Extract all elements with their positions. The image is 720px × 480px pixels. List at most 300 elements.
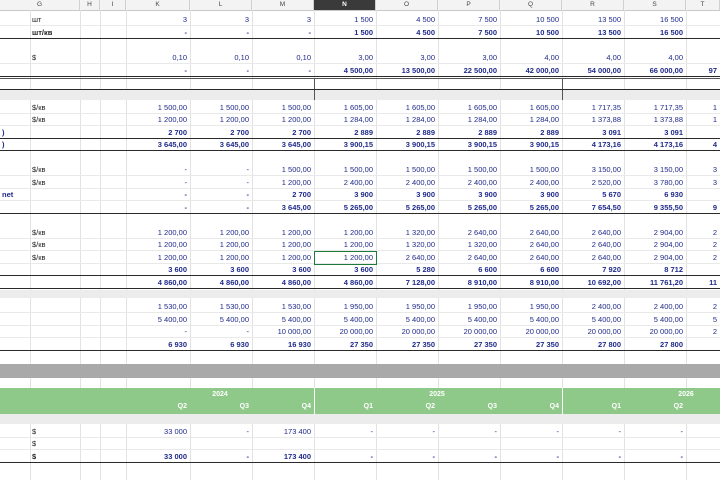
value-cell[interactable]: [500, 438, 562, 450]
value-cell[interactable]: 3,00: [482, 53, 497, 62]
value-cell[interactable]: -: [680, 427, 683, 436]
value-cell[interactable]: 2: [712, 253, 717, 262]
table-row: [0, 451, 720, 463]
quarter-label: Q4: [301, 403, 311, 410]
value-cell[interactable]: 1 500: [354, 28, 373, 37]
column-header-q[interactable]: Q: [500, 0, 562, 10]
value-cell[interactable]: 3 645,00: [219, 140, 249, 149]
table-row: [0, 339, 720, 351]
value-cell[interactable]: 1 200,00: [343, 228, 373, 237]
value-cell[interactable]: 2 640,00: [529, 228, 559, 237]
value-cell[interactable]: 2 904,00: [653, 253, 683, 262]
value-cell[interactable]: 2 700: [168, 128, 187, 137]
value-cell[interactable]: [686, 52, 720, 64]
value-cell[interactable]: -: [432, 452, 435, 461]
value-cell[interactable]: 5 265,00: [343, 203, 373, 212]
unit-cell[interactable]: $/кв: [32, 253, 46, 262]
value-cell[interactable]: 5 280: [416, 265, 435, 274]
value-cell[interactable]: 2: [712, 228, 717, 237]
value-cell[interactable]: 4 173,16: [591, 140, 621, 149]
value-cell[interactable]: 4,00: [668, 53, 683, 62]
value-cell[interactable]: 5 670: [602, 190, 621, 199]
value-cell[interactable]: -: [184, 66, 187, 75]
value-cell[interactable]: 11: [709, 278, 717, 287]
value-cell[interactable]: -: [246, 28, 249, 37]
value-cell[interactable]: 1 530,00: [219, 302, 249, 311]
value-cell[interactable]: 1 200,00: [343, 240, 373, 249]
value-cell[interactable]: 4 500: [416, 28, 435, 37]
value-cell[interactable]: 1 373,88: [591, 115, 621, 124]
value-cell[interactable]: 4 500: [416, 15, 435, 24]
unit-cell[interactable]: $/кв: [32, 228, 46, 237]
value-cell[interactable]: 22 500,00: [463, 66, 497, 75]
value-cell[interactable]: -: [246, 66, 249, 75]
value-cell[interactable]: 1 200,00: [219, 253, 249, 262]
value-cell[interactable]: 2 640,00: [529, 253, 559, 262]
value-cell[interactable]: 3 780,00: [653, 178, 683, 187]
value-cell[interactable]: 3: [712, 165, 717, 174]
value-cell[interactable]: 1 284,00: [343, 115, 373, 124]
value-cell[interactable]: 1: [712, 115, 717, 124]
value-cell[interactable]: 42 000,00: [525, 66, 559, 75]
value-cell[interactable]: 7 500: [478, 28, 497, 37]
value-cell[interactable]: -: [370, 452, 373, 461]
value-cell[interactable]: 3: [712, 178, 717, 187]
value-cell[interactable]: -: [184, 327, 187, 336]
value-cell[interactable]: [624, 438, 686, 450]
value-cell[interactable]: 5 400,00: [405, 315, 435, 324]
value-cell[interactable]: 27 350: [412, 340, 435, 349]
value-cell[interactable]: 1 200,00: [281, 115, 311, 124]
quarter-label: Q3: [239, 403, 249, 410]
value-cell[interactable]: 54 000,00: [587, 66, 621, 75]
unit-cell[interactable]: $: [32, 427, 37, 436]
value-cell[interactable]: 2 889: [540, 128, 559, 137]
value-cell[interactable]: 20 000,00: [401, 327, 435, 336]
value-cell[interactable]: 4 860,00: [281, 278, 311, 287]
value-cell[interactable]: 16 500: [660, 15, 683, 24]
value-cell[interactable]: 7 500: [478, 15, 497, 24]
value-cell[interactable]: 1 717,35: [591, 103, 621, 112]
value-cell[interactable]: 1 200,00: [219, 228, 249, 237]
value-cell[interactable]: 3 900: [478, 190, 497, 199]
table-row: [0, 127, 720, 139]
unit-cell[interactable]: $/кв: [32, 103, 46, 112]
value-cell[interactable]: -: [494, 452, 497, 461]
value-cell[interactable]: 1 500,00: [157, 103, 187, 112]
value-cell[interactable]: 1 950,00: [343, 302, 373, 311]
value-cell[interactable]: 3 645,00: [281, 140, 311, 149]
table-row: [0, 252, 720, 264]
table-row: [0, 426, 720, 438]
value-cell[interactable]: 3 600: [354, 265, 373, 274]
value-cell[interactable]: 3 091: [602, 128, 621, 137]
value-cell[interactable]: 7 920: [602, 265, 621, 274]
value-cell[interactable]: 1 200,00: [157, 240, 187, 249]
value-cell[interactable]: 173 400: [283, 452, 311, 461]
value-cell[interactable]: 33 000: [164, 452, 187, 461]
value-cell[interactable]: 3 900: [540, 190, 559, 199]
value-cell[interactable]: 2 400,00: [653, 302, 683, 311]
value-cell[interactable]: 3 091: [664, 128, 683, 137]
row-label[interactable]: ): [2, 140, 5, 149]
value-cell[interactable]: [562, 438, 624, 450]
value-cell[interactable]: 2 400,00: [405, 178, 435, 187]
value-cell[interactable]: 5 265,00: [529, 203, 559, 212]
value-cell[interactable]: 2 889: [354, 128, 373, 137]
value-cell[interactable]: -: [680, 452, 683, 461]
value-cell[interactable]: 6 930: [230, 340, 249, 349]
value-cell[interactable]: 3 645,00: [157, 140, 187, 149]
year-label: 2026: [678, 391, 694, 398]
unit-cell[interactable]: $/кв: [32, 178, 46, 187]
value-cell[interactable]: 3 900,15: [405, 140, 435, 149]
value-cell[interactable]: 10 500: [536, 15, 559, 24]
value-cell[interactable]: 5 400,00: [219, 315, 249, 324]
value-cell[interactable]: 5 400,00: [281, 315, 311, 324]
value-cell[interactable]: -: [308, 66, 311, 75]
value-cell[interactable]: -: [184, 165, 187, 174]
value-cell[interactable]: 2 640,00: [467, 228, 497, 237]
value-cell[interactable]: [686, 14, 720, 26]
value-cell[interactable]: -: [184, 190, 187, 199]
table-row: [0, 27, 720, 39]
value-cell[interactable]: 2 400,00: [529, 178, 559, 187]
value-cell[interactable]: 8 712: [664, 265, 683, 274]
value-cell[interactable]: 0,10: [296, 53, 311, 62]
value-cell[interactable]: 2 640,00: [591, 228, 621, 237]
value-cell[interactable]: 1 717,35: [653, 103, 683, 112]
value-cell[interactable]: 20 000,00: [649, 327, 683, 336]
value-cell[interactable]: 20 000,00: [339, 327, 373, 336]
quarter-label: Q1: [611, 403, 621, 410]
value-cell[interactable]: 1 500,00: [467, 165, 497, 174]
table-row: [0, 438, 720, 450]
value-cell[interactable]: 5 265,00: [405, 203, 435, 212]
value-cell[interactable]: -: [494, 427, 497, 436]
column-header-m[interactable]: M: [252, 0, 314, 10]
value-cell[interactable]: 1: [712, 103, 717, 112]
value-cell[interactable]: 7 654,50: [591, 203, 621, 212]
unit-cell[interactable]: $: [32, 53, 37, 62]
value-cell[interactable]: [686, 189, 720, 201]
year-label: 2025: [429, 391, 445, 398]
value-cell[interactable]: 1 200,00: [157, 253, 187, 262]
value-cell[interactable]: [126, 438, 190, 450]
unit-cell[interactable]: $: [32, 452, 37, 461]
value-cell[interactable]: 27 350: [536, 340, 559, 349]
value-cell[interactable]: 2: [712, 327, 717, 336]
year-separator: [562, 388, 563, 414]
value-cell[interactable]: [686, 451, 720, 463]
value-cell[interactable]: 13 500: [598, 15, 621, 24]
value-cell[interactable]: 10 692,00: [587, 278, 621, 287]
value-cell[interactable]: [252, 438, 314, 450]
value-cell[interactable]: 5 400,00: [529, 315, 559, 324]
value-cell[interactable]: 2 640,00: [467, 253, 497, 262]
value-cell[interactable]: 6 930: [664, 190, 683, 199]
value-cell[interactable]: [686, 264, 720, 276]
value-cell[interactable]: 4 500,00: [343, 66, 373, 75]
value-cell[interactable]: 2 889: [478, 128, 497, 137]
value-cell[interactable]: 2: [712, 302, 717, 311]
value-cell[interactable]: [376, 438, 438, 450]
value-cell[interactable]: 3 900: [416, 190, 435, 199]
value-cell[interactable]: 11 761,20: [650, 278, 683, 287]
value-cell[interactable]: 1 320,00: [405, 228, 435, 237]
value-cell[interactable]: 2 640,00: [529, 240, 559, 249]
quarter-label: Q2: [177, 403, 187, 410]
value-cell[interactable]: 27 800: [598, 340, 621, 349]
value-cell[interactable]: 2 400,00: [467, 178, 497, 187]
value-cell[interactable]: 2 640,00: [591, 240, 621, 249]
value-cell[interactable]: 2 400,00: [343, 178, 373, 187]
value-cell[interactable]: 2 700: [230, 128, 249, 137]
value-cell[interactable]: 173 400: [283, 427, 311, 436]
table-row: [0, 202, 720, 214]
value-cell[interactable]: [686, 426, 720, 438]
value-cell[interactable]: 5 265,00: [467, 203, 497, 212]
value-cell[interactable]: 13 500,00: [401, 66, 435, 75]
value-cell[interactable]: 5 400,00: [467, 315, 497, 324]
value-cell[interactable]: 1 284,00: [467, 115, 497, 124]
value-cell[interactable]: 6 600: [540, 265, 559, 274]
value-cell[interactable]: -: [370, 427, 373, 436]
value-cell[interactable]: 1 950,00: [405, 302, 435, 311]
value-cell[interactable]: 1 200,00: [281, 240, 311, 249]
value-cell[interactable]: 8 910,00: [529, 278, 559, 287]
value-cell[interactable]: 1 530,00: [157, 302, 187, 311]
value-cell[interactable]: 10 000,00: [277, 327, 311, 336]
column-header-n[interactable]: N: [314, 0, 376, 10]
column-header-s[interactable]: S: [624, 0, 686, 10]
column-header-g[interactable]: G: [0, 0, 80, 10]
value-cell[interactable]: 2 400,00: [591, 302, 621, 311]
value-cell[interactable]: -: [184, 178, 187, 187]
value-cell[interactable]: 10 500: [536, 28, 559, 37]
value-cell[interactable]: 3 645,00: [281, 203, 311, 212]
value-cell[interactable]: 7 128,00: [405, 278, 435, 287]
value-cell[interactable]: 1 200,00: [157, 228, 187, 237]
table-row: [0, 177, 720, 189]
value-cell[interactable]: 1 605,00: [343, 103, 373, 112]
value-cell[interactable]: -: [246, 327, 249, 336]
value-cell[interactable]: 2 904,00: [653, 240, 683, 249]
year-separator: [314, 388, 315, 414]
value-cell[interactable]: 27 350: [474, 340, 497, 349]
value-cell[interactable]: 1 500,00: [219, 103, 249, 112]
table-row: [0, 239, 720, 251]
value-cell[interactable]: 9 355,50: [653, 203, 683, 212]
value-cell[interactable]: 3: [182, 15, 187, 24]
value-cell[interactable]: 1 530,00: [281, 302, 311, 311]
value-cell[interactable]: 6 600: [478, 265, 497, 274]
value-cell[interactable]: 0,10: [172, 53, 187, 62]
value-cell[interactable]: 3 900: [354, 190, 373, 199]
column-header-r[interactable]: R: [562, 0, 624, 10]
value-cell[interactable]: 1 605,00: [467, 103, 497, 112]
unit-cell[interactable]: $/кв: [32, 115, 46, 124]
value-cell[interactable]: 2 640,00: [405, 253, 435, 262]
value-cell[interactable]: [686, 438, 720, 450]
value-cell[interactable]: 2 700: [292, 128, 311, 137]
value-cell[interactable]: -: [308, 28, 311, 37]
value-cell[interactable]: 5 400,00: [343, 315, 373, 324]
unit-cell[interactable]: $: [32, 439, 37, 448]
value-cell[interactable]: 1 200,00: [219, 115, 249, 124]
value-cell[interactable]: 1 320,00: [405, 240, 435, 249]
quarter-label: Q2: [425, 403, 435, 410]
value-cell[interactable]: 1 200,00: [157, 115, 187, 124]
value-cell[interactable]: 1 500,00: [281, 103, 311, 112]
value-cell[interactable]: 3 900,15: [467, 140, 497, 149]
quarter-label: Q4: [549, 403, 559, 410]
table-row: [0, 326, 720, 338]
value-cell[interactable]: 4,00: [606, 53, 621, 62]
value-cell[interactable]: 1 284,00: [529, 115, 559, 124]
value-cell[interactable]: 1 950,00: [467, 302, 497, 311]
value-cell[interactable]: 2 520,00: [591, 178, 621, 187]
section-divider: [0, 414, 720, 424]
value-cell[interactable]: 3 600: [292, 265, 311, 274]
value-cell[interactable]: 3 900,15: [529, 140, 559, 149]
value-cell[interactable]: 27 350: [350, 340, 373, 349]
value-cell[interactable]: 1 373,88: [653, 115, 683, 124]
value-cell[interactable]: -: [184, 203, 187, 212]
unit-cell[interactable]: шт/кв: [32, 28, 53, 37]
value-cell[interactable]: 20 000,00: [463, 327, 497, 336]
quarter-label: Q3: [487, 403, 497, 410]
value-cell[interactable]: -: [246, 178, 249, 187]
value-cell[interactable]: 20 000,00: [525, 327, 559, 336]
value-cell[interactable]: -: [432, 427, 435, 436]
value-cell[interactable]: -: [618, 452, 621, 461]
value-cell[interactable]: 0,10: [234, 53, 249, 62]
value-cell[interactable]: -: [246, 203, 249, 212]
value-cell[interactable]: 2 700: [292, 190, 311, 199]
value-cell[interactable]: 20 000,00: [587, 327, 621, 336]
value-cell[interactable]: 16 500: [660, 28, 683, 37]
year-label: 2024: [212, 391, 228, 398]
value-cell[interactable]: 2 889: [416, 128, 435, 137]
value-cell[interactable]: 4 860,00: [219, 278, 249, 287]
table-row: [0, 114, 720, 126]
value-cell[interactable]: [686, 339, 720, 351]
column-header-k[interactable]: K: [126, 0, 190, 10]
value-cell[interactable]: 3: [306, 15, 311, 24]
table-row: [0, 264, 720, 276]
value-cell[interactable]: -: [556, 427, 559, 436]
value-cell[interactable]: 3 600: [230, 265, 249, 274]
column-header-o[interactable]: O: [376, 0, 438, 10]
value-cell[interactable]: -: [184, 28, 187, 37]
value-cell[interactable]: 16 930: [288, 340, 311, 349]
value-cell[interactable]: 1 500,00: [529, 165, 559, 174]
value-cell[interactable]: 1 320,00: [467, 240, 497, 249]
row-label[interactable]: net: [2, 190, 14, 199]
value-cell[interactable]: [686, 127, 720, 139]
value-cell[interactable]: 3,00: [358, 53, 373, 62]
value-cell[interactable]: 1 605,00: [405, 103, 435, 112]
value-cell[interactable]: [686, 27, 720, 39]
unit-cell[interactable]: $/кв: [32, 240, 46, 249]
column-header-i[interactable]: I: [100, 0, 126, 10]
row-label[interactable]: ): [2, 128, 5, 137]
value-cell[interactable]: -: [246, 165, 249, 174]
value-cell[interactable]: [190, 438, 252, 450]
value-cell[interactable]: 5 400,00: [157, 315, 187, 324]
value-cell[interactable]: 8 910,00: [467, 278, 497, 287]
value-cell[interactable]: -: [618, 427, 621, 436]
value-cell[interactable]: 1 500,00: [405, 165, 435, 174]
value-cell[interactable]: 33 000: [164, 427, 187, 436]
table-row: [0, 189, 720, 201]
value-cell[interactable]: 4 860,00: [157, 278, 187, 287]
value-cell[interactable]: 2: [712, 240, 717, 249]
value-cell[interactable]: 1 605,00: [529, 103, 559, 112]
unit-cell[interactable]: шт: [32, 15, 42, 24]
value-cell[interactable]: 13 500: [598, 28, 621, 37]
value-cell[interactable]: -: [246, 190, 249, 199]
value-cell[interactable]: 4: [712, 140, 717, 149]
value-cell[interactable]: 5: [712, 315, 717, 324]
value-cell[interactable]: 6 930: [168, 340, 187, 349]
table-row: [0, 102, 720, 114]
value-cell[interactable]: 2 640,00: [591, 253, 621, 262]
column-header-t[interactable]: T: [686, 0, 720, 10]
value-cell[interactable]: 9: [712, 203, 717, 212]
table-row: [0, 14, 720, 26]
value-cell[interactable]: 1 500: [354, 15, 373, 24]
value-cell[interactable]: 1 200,00: [281, 228, 311, 237]
unit-cell[interactable]: $/кв: [32, 165, 46, 174]
value-cell[interactable]: 1 200,00: [343, 253, 373, 262]
value-cell[interactable]: -: [246, 427, 249, 436]
section-separator-band: [0, 364, 720, 378]
value-cell[interactable]: 3 150,00: [591, 165, 621, 174]
value-cell[interactable]: -: [556, 452, 559, 461]
value-cell[interactable]: 27 800: [660, 340, 683, 349]
value-cell[interactable]: 3: [244, 15, 249, 24]
value-cell[interactable]: 4 173,16: [653, 140, 683, 149]
value-cell[interactable]: 3 900,15: [343, 140, 373, 149]
value-cell[interactable]: 4,00: [544, 53, 559, 62]
value-cell[interactable]: [438, 438, 500, 450]
value-cell[interactable]: 5 400,00: [653, 315, 683, 324]
value-cell[interactable]: 5 400,00: [591, 315, 621, 324]
value-cell[interactable]: 1 500,00: [281, 165, 311, 174]
value-cell[interactable]: 2 904,00: [653, 228, 683, 237]
value-cell[interactable]: 97: [708, 66, 717, 75]
value-cell[interactable]: 1 200,00: [281, 253, 311, 262]
value-cell[interactable]: 66 000,00: [649, 66, 683, 75]
value-cell[interactable]: 3,00: [420, 53, 435, 62]
value-cell[interactable]: 1 200,00: [281, 178, 311, 187]
value-cell[interactable]: 1 284,00: [405, 115, 435, 124]
value-cell[interactable]: 1 500,00: [343, 165, 373, 174]
value-cell[interactable]: 3 150,00: [653, 165, 683, 174]
value-cell[interactable]: 1 200,00: [219, 240, 249, 249]
value-cell[interactable]: 1 950,00: [529, 302, 559, 311]
column-header-p[interactable]: P: [438, 0, 500, 10]
column-header-h[interactable]: H: [80, 0, 100, 10]
column-header-l[interactable]: L: [190, 0, 252, 10]
value-cell[interactable]: 4 860,00: [343, 278, 373, 287]
value-cell[interactable]: -: [246, 452, 249, 461]
value-cell[interactable]: [314, 438, 376, 450]
quarter-label: Q2: [673, 403, 683, 410]
value-cell[interactable]: 3 600: [168, 265, 187, 274]
